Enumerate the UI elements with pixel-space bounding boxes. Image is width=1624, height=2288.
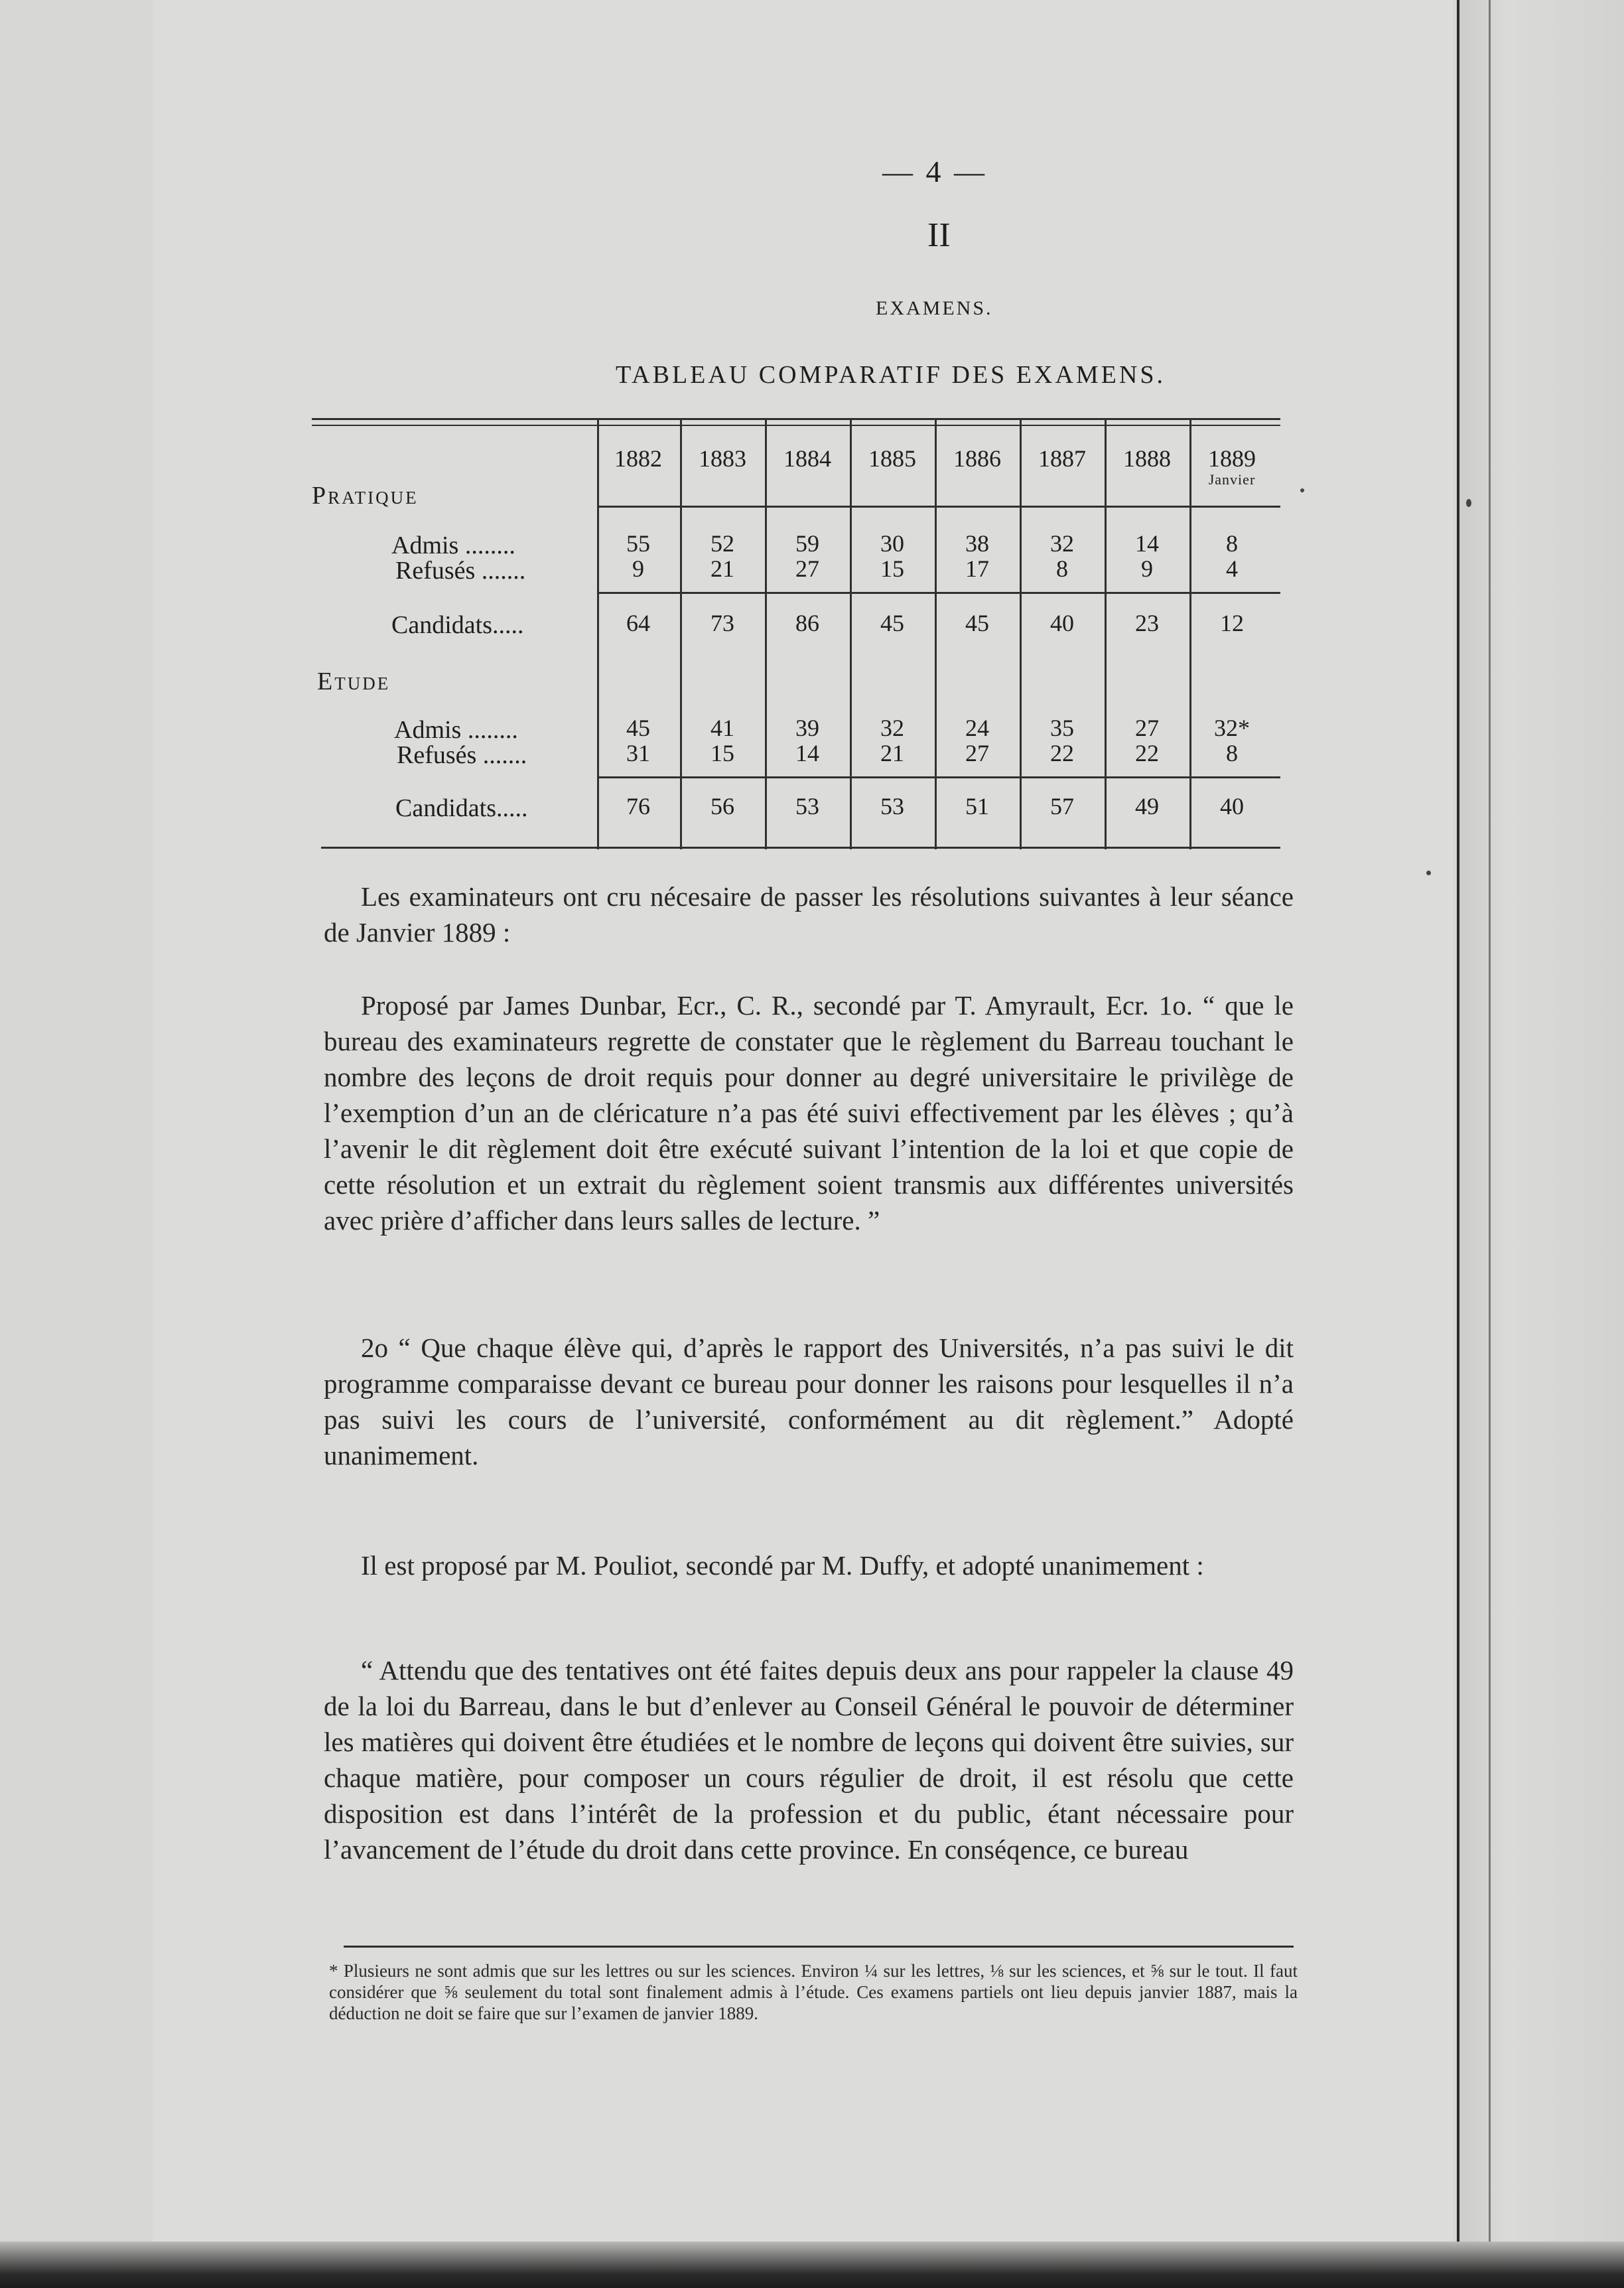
table-cell: 21 [880,740,904,766]
year-header: 1882 [614,445,662,472]
table-cell: 38 [965,530,989,557]
table-cell: 45 [626,715,650,741]
table-cell: 27 [965,740,989,766]
page-number: — 4 — [882,155,987,188]
table-cell: 9 [632,555,644,582]
column-divider [850,418,852,849]
table-cell: 53 [795,793,819,820]
table-cell: 14 [795,740,819,766]
table-cell: 12 [1220,610,1244,636]
table-cell: 22 [1050,740,1074,766]
page-edge-line-secondary [1489,0,1491,2288]
paragraph: Les examinateurs ont cru nécesaire de passer les résolutions suivantes à leur séance de Janvier 1889 : [324,881,1294,948]
footnote: * Plusieurs ne sont admis que sur les lettres ou sur les sciences. Environ ¼ sur les lettres, ⅛ sur les sciences, et ⅝ sur le tout. Il faut considérer que ⅝ seulement du total sont finalement admis à l’étude. Ces examens partiels ont lieu depuis janvier 1887, mais la déduction ne doit se faire que sur l’examen de janvier 1889. [329,1961,1298,2023]
subtotal-rule [598,592,1280,594]
group-label-pratique: Pratique [312,482,419,510]
table-cell: 39 [795,715,819,741]
year-header: 1887 [1038,445,1086,472]
table-cell: 24 [965,715,989,741]
column-divider [680,418,682,849]
table-cell: 86 [795,610,819,636]
scan-speck [1466,499,1471,507]
table-cell: 51 [965,793,989,820]
header-underline [598,506,1280,508]
group-label-etude: Etude [317,668,391,695]
column-divider [1020,418,1022,849]
table-cell: 30 [880,530,904,557]
column-divider [765,418,767,849]
table-title: TABLEAU COMPARATIF DES EXAMENS. [616,361,1166,389]
paragraph: Proposé par James Dunbar, Ecr., C. R., secondé par T. Amyrault, Ecr. 1o. “ que le bureau des examinateurs regrette de constater que le règlement du Barreau touchant le nombre des leçons de droit requis pour donner au degré universitaire le privilège de l’exemption d’un an de cléricature n’a pas été suivi effectivement par les élèves ; qu’à l’avenir le dit règlement doit être exécuté suivant l’intention de la loi et que copie de cette résolution et un extrait du règlement soient transmis aux différentes universités avec prière d’afficher dans leurs salles de lecture. ” [324,990,1294,1236]
page-edge-line [1457,0,1459,2288]
table-cell: 31 [626,740,650,766]
table-cell: 52 [710,530,734,557]
row-label: Refusés ....... [395,557,526,585]
scan-speck [1300,488,1304,492]
table-cell: 76 [626,793,650,820]
table-cell: 32 [1050,530,1074,557]
table-cell: 8 [1226,740,1238,766]
table-cell: 45 [880,610,904,636]
table-cell: 59 [795,530,819,557]
table-cell: 22 [1135,740,1159,766]
table-cell: 55 [626,530,650,557]
row-label: Candidats..... [395,794,528,822]
table-cell: 4 [1226,555,1238,582]
table-cell: 32* [1214,715,1250,741]
row-label: Admis ........ [394,716,518,744]
year-header: 1889 [1208,445,1256,472]
paragraph: 2o “ Que chaque élève qui, d’après le rapport des Universités, n’a pas suivi le dit programme comparaisse devant ce bureau pour donner les raisons pour lesquelles il n’a pas suivi les cours de l’université, conformément au dit règlement.” Adopté unanimement. [324,1332,1294,1470]
column-divider [1105,418,1107,849]
row-label: Candidats..... [391,611,524,639]
section-numeral: II [927,216,951,254]
table-bottom-rule [321,847,1280,849]
year-header: 1884 [783,445,831,472]
table-cell: 27 [1135,715,1159,741]
row-label: Refusés ....... [397,741,527,769]
table-cell: 8 [1056,555,1068,582]
year-subheader: Janvier [1208,471,1256,488]
table-cell: 17 [965,555,989,582]
table-cell: 8 [1226,530,1238,557]
table-cell: 9 [1141,555,1153,582]
exam-comparison-table [312,398,1280,856]
table-cell: 57 [1050,793,1074,820]
table-cell: 45 [965,610,989,636]
column-divider [935,418,937,849]
table-cell: 40 [1050,610,1074,636]
table-cell: 73 [710,610,734,636]
table-cell: 40 [1220,793,1244,820]
year-header: 1886 [953,445,1001,472]
column-divider [1189,418,1191,849]
year-header: 1883 [699,445,746,472]
table-cell: 23 [1135,610,1159,636]
section-heading: EXAMENS. [876,297,993,319]
scan-speck [1426,871,1431,875]
table-cell: 21 [710,555,734,582]
paragraph: “ Attendu que des tentatives ont été faites depuis deux ans pour rappeler la clause 49 de la loi du Barreau, dans le but d’enlever au Conseil Général le pouvoir de déterminer les matières qui doivent être étudiées et le nombre de leçons qui doivent être suivies, sur chaque matière, pour composer un cours régulier de droit, il est résolu que cette disposition est dans l’intérêt de la profession et du public, étant nécessaire pour l’avancement de l’étude du droit dans cette province. En conséqence, ce bureau [324,1655,1294,1865]
table-cell: 14 [1135,530,1159,557]
table-cell: 53 [880,793,904,820]
table-cell: 41 [710,715,734,741]
scan-background [1458,0,1624,2288]
table-cell: 49 [1135,793,1159,820]
table-cell: 35 [1050,715,1074,741]
subtotal-rule [598,776,1280,778]
year-header: 1885 [868,445,916,472]
scan-bottom-edge [0,2242,1624,2288]
table-cell: 56 [710,793,734,820]
year-header: 1888 [1123,445,1171,472]
table-cell: 15 [710,740,734,766]
paragraph: Il est proposé par M. Pouliot, secondé par M. Duffy, et adopté unanimement : [361,1550,1204,1581]
table-cell: 32 [880,715,904,741]
row-label: Admis ........ [391,532,515,559]
table-cell: 15 [880,555,904,582]
footnote-rule [344,1946,1294,1948]
table-cell: 27 [795,555,819,582]
table-cell: 64 [626,610,650,636]
